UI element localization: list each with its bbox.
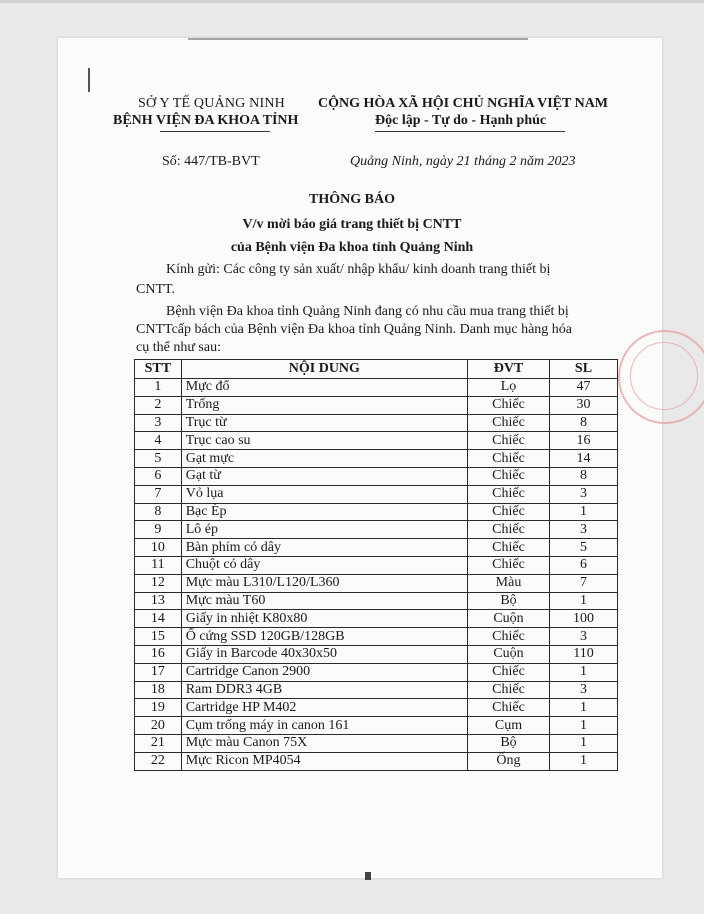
cell-qty: 110 [549,645,617,663]
cell-content: Trục cao su [181,432,467,450]
scan-edge-line [188,38,528,40]
cell-stt: 10 [135,539,182,557]
cell-stt: 14 [135,610,182,628]
document-title: THÔNG BÁO [309,192,395,207]
cell-qty: 3 [549,681,617,699]
cell-content: Chuột có dây [181,556,467,574]
table-row [135,379,618,397]
cell-unit: Chiếc [468,521,550,539]
table-row [135,699,618,717]
cell-content: Gạt mực [181,450,467,468]
cell-stt: 21 [135,734,182,752]
greeting-line1: Kính gửi: Các công ty sản xuất/ nhập khẩu/ kinh doanh trang thiết bị [166,262,551,277]
cell-qty: 1 [549,503,617,521]
cell-unit: Lọ [468,379,550,397]
cell-qty: 1 [549,752,617,770]
cell-stt: 9 [135,521,182,539]
greeting-line2: CNTT. [136,282,176,297]
cell-qty: 8 [549,414,617,432]
margin-mark [88,68,90,92]
table-row [135,574,618,592]
items-table [134,359,618,771]
cell-qty: 3 [549,521,617,539]
table-row [135,592,618,610]
cell-stt: 4 [135,432,182,450]
cell-content: Bạc Ép [181,503,467,521]
cell-unit: Chiếc [468,681,550,699]
cell-content: Mực đổ [181,379,467,397]
cell-qty: 16 [549,432,617,450]
table-row [135,467,618,485]
table-row [135,432,618,450]
cell-stt: 22 [135,752,182,770]
cell-unit: Màu [468,574,550,592]
cell-stt: 1 [135,379,182,397]
cell-stt: 17 [135,663,182,681]
cell-content: Trục từ [181,414,467,432]
cell-stt: 15 [135,628,182,646]
cell-qty: 1 [549,717,617,735]
cell-qty: 6 [549,556,617,574]
org-name-line2: BỆNH VIỆN ĐA KHOA TỈNH [113,113,299,128]
cell-stt: 18 [135,681,182,699]
cell-stt: 13 [135,592,182,610]
table-body [135,379,618,771]
red-stamp [618,330,704,424]
cell-content: Mực màu Canon 75X [181,734,467,752]
cell-unit: Chiếc [468,432,550,450]
cell-content: Vỏ lụa [181,485,467,503]
table-row [135,610,618,628]
cell-content: Cartridge Canon 2900 [181,663,467,681]
cell-content: Lô ép [181,521,467,539]
bottom-mark [365,872,371,880]
subject-line1: V/v mời báo giá trang thiết bị CNTT [242,217,462,232]
cell-unit: Cuộn [468,645,550,663]
cell-content: Bàn phím có dây [181,539,467,557]
header-unit: ĐVT [468,360,550,379]
table-row [135,628,618,646]
table-header-row [135,360,618,379]
cell-qty: 3 [549,485,617,503]
cell-stt: 16 [135,645,182,663]
table-row [135,645,618,663]
cell-qty: 1 [549,699,617,717]
table-row [135,717,618,735]
table-row [135,485,618,503]
paragraph-line2: CNTTcấp bách của Bệnh viện Đa khoa tỉnh Quảng Ninh. Danh mục hàng hóa [136,322,573,337]
cell-qty: 3 [549,628,617,646]
org-name-line1: SỞ Y TẾ QUẢNG NINH [138,96,285,111]
cell-unit: Chiếc [468,485,550,503]
cell-content: Gạt từ [181,467,467,485]
cell-qty: 47 [549,379,617,397]
cell-stt: 20 [135,717,182,735]
cell-unit: Chiếc [468,450,550,468]
cell-content: Mực màu L310/L120/L360 [181,574,467,592]
cell-content: Cụm trống máy in canon 161 [181,717,467,735]
nation-title: CỘNG HÒA XÃ HỘI CHỦ NGHĨA VIỆT NAM [318,96,609,111]
place-date: Quảng Ninh, ngày 21 tháng 2 năm 2023 [350,154,576,169]
paragraph-line1: Bệnh viện Đa khoa tỉnh Quảng Ninh đang có nhu cầu mua trang thiết bị [166,304,569,319]
table-row [135,414,618,432]
table-row [135,450,618,468]
cell-qty: 14 [549,450,617,468]
cell-unit: Bộ [468,734,550,752]
cell-unit: Chiếc [468,467,550,485]
subject-line2: của Bệnh viện Đa khoa tỉnh Quảng Ninh [230,240,474,255]
cell-stt: 12 [135,574,182,592]
cell-stt: 2 [135,396,182,414]
cell-qty: 100 [549,610,617,628]
table-row [135,681,618,699]
cell-qty: 30 [549,396,617,414]
table-row [135,396,618,414]
cell-content: Mực Ricon MP4054 [181,752,467,770]
header-stt: STT [135,360,182,379]
cell-unit: Chiếc [468,628,550,646]
cell-stt: 8 [135,503,182,521]
window-top-edge [0,0,704,3]
table-row [135,734,618,752]
cell-stt: 11 [135,556,182,574]
cell-unit: Chiếc [468,663,550,681]
cell-content: Mực màu T60 [181,592,467,610]
document-number: Số: 447/TB-BVT [162,154,260,169]
cell-content: Giấy in nhiệt K80x80 [181,610,467,628]
cell-unit: Chiếc [468,414,550,432]
cell-unit: Ống [468,752,550,770]
cell-stt: 3 [135,414,182,432]
cell-unit: Chiếc [468,539,550,557]
cell-qty: 5 [549,539,617,557]
cell-unit: Chiếc [468,699,550,717]
cell-qty: 1 [549,663,617,681]
motto-underline [375,131,565,132]
cell-unit: Cụm [468,717,550,735]
header-qty: SL [549,360,617,379]
cell-stt: 7 [135,485,182,503]
table-row [135,556,618,574]
nation-motto: Độc lập - Tự do - Hạnh phúc [375,113,547,128]
cell-unit: Chiếc [468,503,550,521]
cell-qty: 7 [549,574,617,592]
cell-unit: Chiếc [468,556,550,574]
cell-content: Ổ cứng SSD 120GB/128GB [181,628,467,646]
table-row [135,521,618,539]
cell-content: Cartridge HP M402 [181,699,467,717]
table-row [135,663,618,681]
cell-qty: 8 [549,467,617,485]
org-underline [160,131,270,132]
cell-unit: Bộ [468,592,550,610]
cell-unit: Chiếc [468,396,550,414]
cell-content: Trống [181,396,467,414]
cell-content: Giấy in Barcode 40x30x50 [181,645,467,663]
cell-content: Ram DDR3 4GB [181,681,467,699]
cell-unit: Cuộn [468,610,550,628]
cell-stt: 5 [135,450,182,468]
table-row [135,539,618,557]
cell-stt: 6 [135,467,182,485]
paragraph-line3: cụ thể như sau: [136,340,221,355]
cell-qty: 1 [549,734,617,752]
header-content: NỘI DUNG [181,360,467,379]
table-row [135,752,618,770]
cell-stt: 19 [135,699,182,717]
red-stamp-inner-ring [630,342,698,410]
cell-qty: 1 [549,592,617,610]
table-row [135,503,618,521]
